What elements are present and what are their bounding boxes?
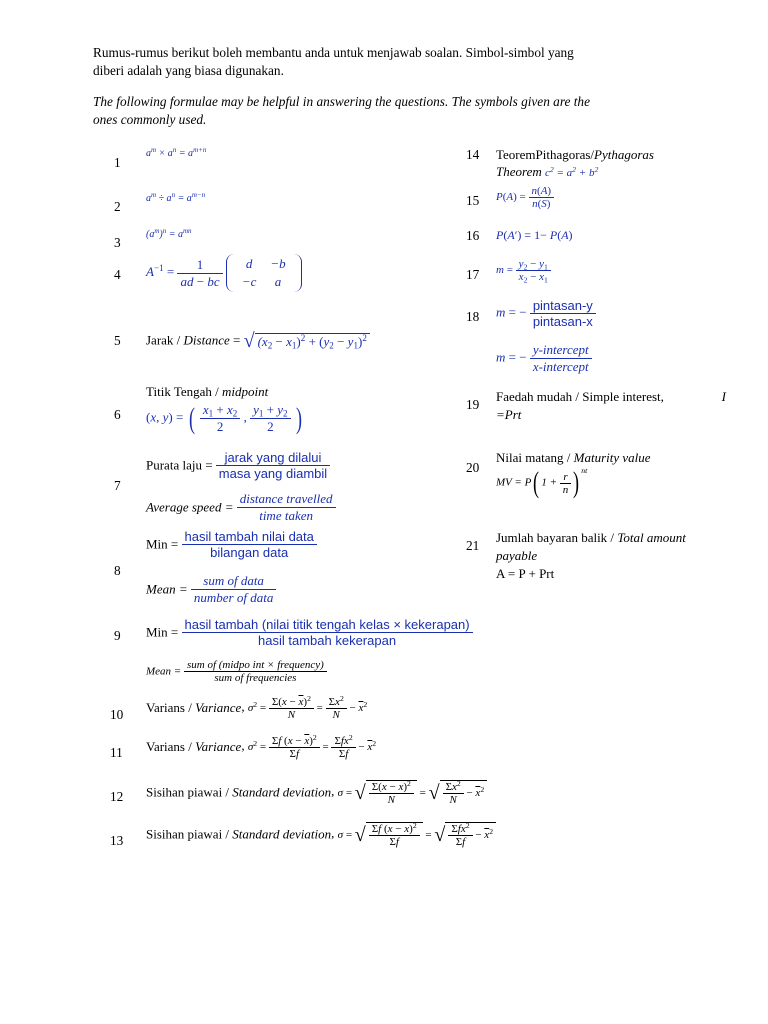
grouped-sd-label: Sisihan piawai / [146,826,233,842]
grouped-mean-denominator-en: sum of frequencies [214,672,297,684]
intro-malay-line2: diberi adalah yang biasa digunakan. [93,63,284,78]
total-payable-label: Jumlah bayaran balik / [496,530,618,545]
formula-7-average-speed-en [146,491,336,524]
mean-numerator-ms: hasil tambah nilai data [182,529,317,545]
gradient-numerator-ms: pintasan-y [530,298,596,314]
formula-number: 3 [114,235,121,250]
formula-number: 1 [114,155,121,170]
formula-number: 4 [114,267,121,282]
grouped-sd-label-en: Standard deviation [232,826,332,842]
grouped-mean-numerator-en: sum of (midpo int × frequency) [184,659,327,672]
formula-number: 21 [466,538,480,553]
pythagoras-equation: $c^2 = a^2 + b^2$ [545,164,599,179]
formula-number: 9 [114,628,121,643]
variance-label-en: Variance [195,700,242,716]
speed-numerator-ms: jarak yang dilalui [216,450,330,466]
formula-number: 2 [114,199,121,214]
simple-interest-symbol: I [721,389,726,404]
distance-label: Jarak / [146,332,184,348]
speed-numerator-en: distance travelled [237,491,336,508]
formula-20-maturity-value-label [496,450,651,466]
formula-number: 6 [114,407,121,422]
gradient-denominator-ms: pintasan-x [532,314,593,329]
grouped-mean-label-en: Mean = [146,665,182,678]
formula-21-total-payable [496,530,726,582]
intro-english-line2: ones commonly used. [93,112,207,127]
formula-12-standard-deviation: Sisihan piawai / Standard deviation, σ = √ $\frac{\Sigma(x - \overline{x})^2}{N}$ = √ $\frac{\Sigma x^2}{N}$ − $\overline{x}^2$ [146,780,487,806]
mean-denominator-en: number of data [193,590,274,605]
formula-15-probability: P(A) = $\frac{n(A)}{n(S)}$ [496,185,554,210]
formula-11-grouped-variance: Varians / Variance, $\sigma^2$ = $\frac{\Sigma f (x - \overline{x})^2}{\Sigma f}$ = $\frac{\Sigma fx^2}{\Sigma f}$ − $\overline{x}^2$ [146,732,377,760]
formula-7-average-speed-ms [146,450,330,481]
formula-18-gradient-intercepts-ms: m = − $\frac{\text{pintasan-y}}{\text{pintasan-x}}$ [496,298,596,329]
maturity-value-label: Nilai matang / [496,450,574,465]
standard-deviation-label: Sisihan piawai / [146,784,233,800]
formula-number: 7 [114,478,121,493]
formula-3-power-power: $(a^m)^n = a^{mn}$ [146,227,192,240]
speed-denominator-ms: masa yang diambil [218,466,328,481]
distance-formula: √ $(x_2 - x_1)^2 + (y_2 - y_1)^2$ [244,330,370,353]
formula-number: 19 [466,397,480,412]
formula-number: 14 [466,147,480,162]
formula-number: 8 [114,563,121,578]
simple-interest-formula: =Prt [496,407,522,422]
distance-label-en: Distance [183,332,230,348]
payable-label-en: payable [496,548,538,563]
gradient-numerator-en: y-intercept [530,342,592,359]
formula-number: 20 [466,460,480,475]
simple-interest-label: Faedah mudah / Simple interest, [496,389,664,404]
formula-8-mean-en [146,573,276,606]
gradient-denominator-en: x-intercept [532,359,589,374]
intro-malay-line1: Rumus-rumus berikut boleh membantu anda untuk menjawab soalan. Simbol-simbol yang [93,45,574,60]
formula-2-power-quotient: $a^m \div a^n = a^{m-n}$ [146,191,206,204]
total-payable-label-en: Total amount [617,530,686,545]
formula-number: 17 [466,267,480,282]
formula-5-distance: Jarak / Distance = √ $(x_2 - x_1)^2 + (y_2 - y_1)^2$ [146,330,370,353]
formula-number: 5 [114,333,121,348]
mean-label-ms: Min = [146,536,179,552]
pythagoras-label-en: Pythagoras [594,147,654,162]
grouped-mean-denominator-ms: hasil tambah kekerapan [258,633,397,648]
formula-6-midpoint: (x, y) = ( $\frac{x_1 + x_2}{2}$ , $\frac{y_1 + y_2}{2}$ ) [146,401,302,435]
formula-8-mean-ms [146,529,317,560]
grouped-variance-label-en: Variance [195,739,242,755]
formula-10-variance: Varians / Variance, $\sigma^2$ = $\frac{\Sigma(x - \overline{x})^2}{N}$ = $\frac{\Sigma x^2}{N}$ − $\overline{x}^2$ [146,693,368,721]
formula-9-grouped-mean-ms [146,617,473,648]
formula-6-midpoint-label [146,384,268,400]
formula-number: 16 [466,228,480,243]
formula-14-pythagoras [496,147,654,180]
total-payable-formula: A = P + Prt [496,566,555,581]
formula-19-simple-interest [496,389,726,423]
grouped-mean-numerator-ms: hasil tambah (nilai titik tengah kelas × kekerapan) [182,617,473,633]
maturity-value-label-en: Maturity value [573,450,651,465]
formula-18-gradient-intercepts-en: m = − $\frac{\text{y-intercept}}{\text{x-intercept}}$ [496,342,592,375]
average-speed-label-en: Average speed = [146,499,234,515]
formula-number: 15 [466,193,480,208]
formula-13-grouped-standard-deviation: Sisihan piawai / Standard deviation, σ = √ $\frac{\Sigma f (x - \overline{x})^2}{\Sigma f}$ = √ $\frac{\Sigma fx^2}{\Sigma f}$ − $\overline{x}^2$ [146,822,496,848]
grouped-variance-label: Varians / [146,739,196,755]
formula-9-grouped-mean-en [146,659,327,684]
formula-1-power-product: $a^m \times a^n = a^{m+n}$ [146,146,207,159]
formula-number: 11 [110,745,123,760]
formula-number: 10 [110,707,124,722]
speed-denominator-en: time taken [259,508,313,523]
variance-label: Varians / [146,700,196,716]
formula-number: 13 [110,833,124,848]
midpoint-label-en: midpoint [222,384,269,399]
grouped-mean-label-ms: Min = [146,624,179,640]
formula-number: 18 [466,309,480,324]
formula-16-complement-probability: P(A′) = 1− P(A) [496,228,573,242]
average-speed-label-ms: Purata laju = [146,457,213,473]
intro-english-line1: The following formulae may be helpful in answering the questions. The symbols given are the [93,94,590,109]
midpoint-label: Titik Tengah / [146,384,223,399]
standard-deviation-label-en: Standard deviation [232,784,332,800]
intro-malay [93,44,703,80]
theorem-label: Theorem [496,164,542,179]
intro-english [93,93,703,129]
formula-4-inverse-matrix: $A^{-1}$ = $\frac{1}{ad - bc}$ d −b −c a [146,254,302,292]
formula-20-maturity-value: MV = P( 1 + $\frac{r}{n}$ ) $^{nt}$ [496,466,588,499]
pythagoras-label: TeoremPithagoras/ [496,147,595,162]
mean-denominator-ms: bilangan data [210,545,289,560]
mean-label-en: Mean = [146,581,188,597]
formula-17-gradient: m = $\frac{y_2 - y_1}{x_2 - x_1}$ [496,258,551,283]
formula-number: 12 [110,789,124,804]
mean-numerator-en: sum of data [191,573,276,590]
